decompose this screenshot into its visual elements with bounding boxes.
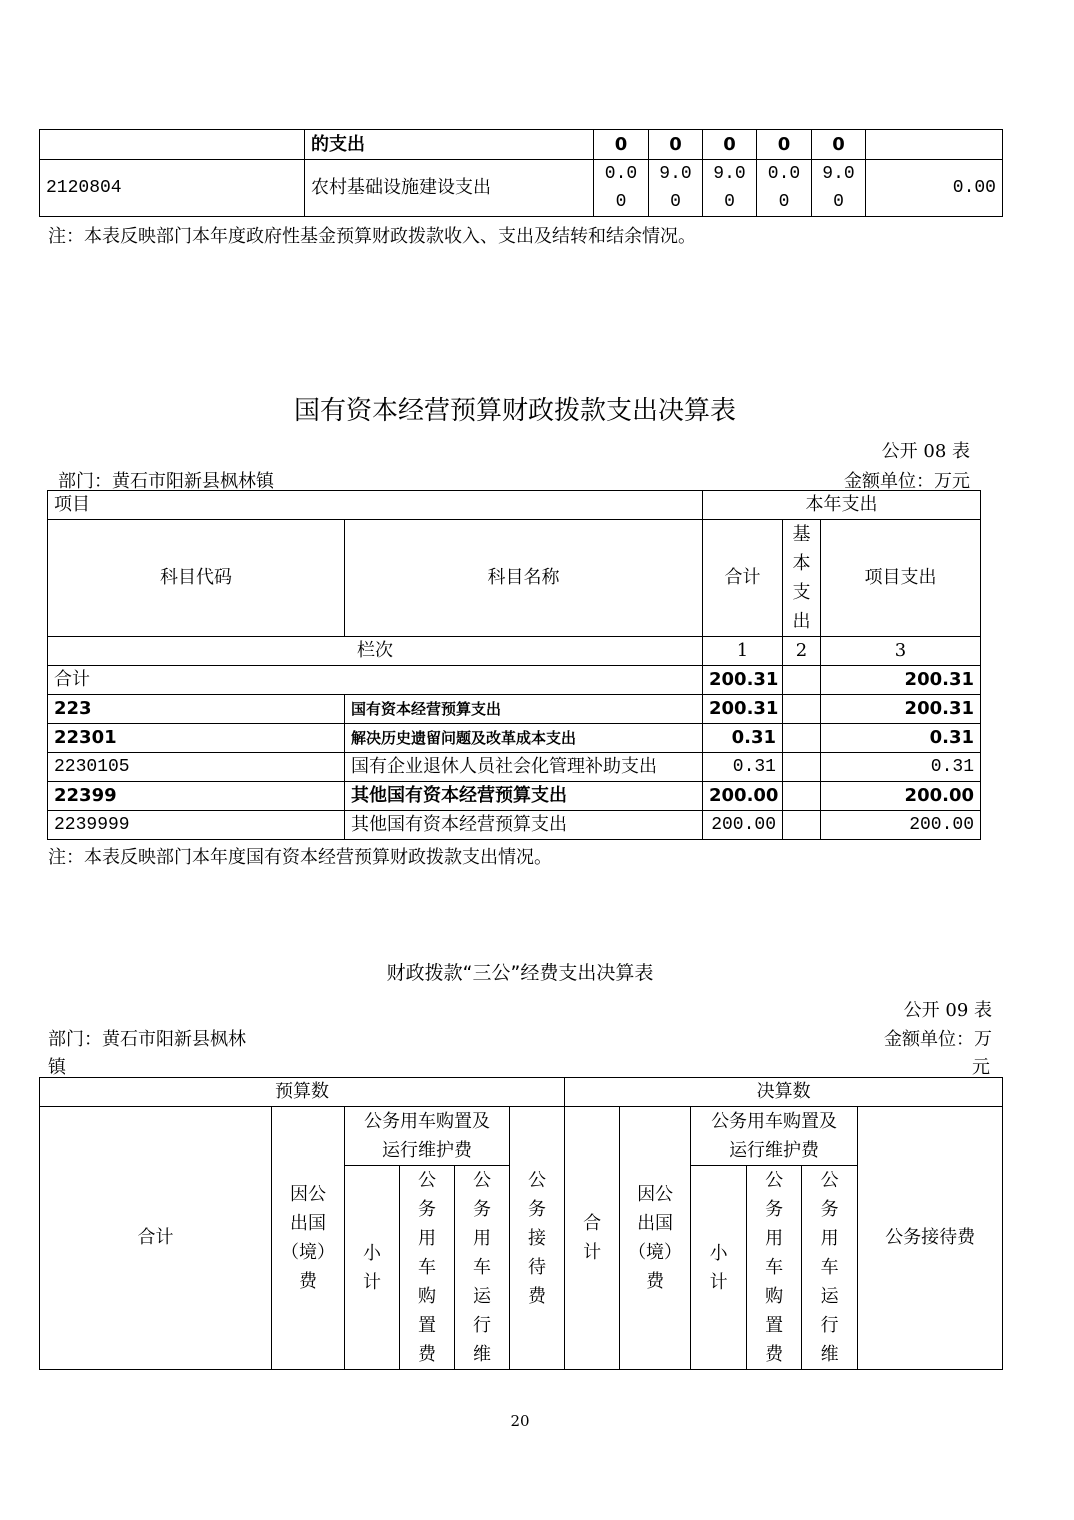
table08-row-total: 0.31	[703, 753, 783, 782]
top-row1-last	[866, 130, 1003, 160]
table08-row-code: 2239999	[48, 811, 345, 840]
table08-title: 国有资本经营预算财政拨款支出决算表	[293, 396, 736, 426]
table08-row-name: 国有资本经营预算支出	[345, 695, 703, 724]
table09-budget-total: 合计	[40, 1107, 272, 1370]
table09-budget-subtotal: 小 计	[345, 1166, 400, 1370]
table08-row-code: 22301	[48, 724, 345, 753]
top-table-note: 注：本表反映部门本年度政府性基金预算财政拨款收入、支出及结转和结余情况。	[48, 226, 696, 247]
table08-row-project: 200.31	[821, 695, 981, 724]
table08-row-total: 200.00	[703, 782, 783, 811]
table09-final-car-run: 公 务 用 车 运 行 维	[802, 1166, 858, 1370]
top-row2-val: 9.0 0	[812, 160, 866, 217]
table08-row-total: 200.31	[703, 666, 783, 695]
table08-row-name: 解决历史遗留问题及改革成本支出	[345, 724, 703, 753]
top-row1-val: 0	[812, 130, 866, 160]
table08-row-name: 其他国有资本经营预算支出	[345, 811, 703, 840]
table09-title: 财政拨款“三公”经费支出决算表	[386, 962, 654, 984]
table08-row-code: 合计	[48, 666, 703, 695]
table09-budget-car: 公务用车购置及 运行维护费	[345, 1107, 510, 1166]
top-row2-val: 0.0 0	[594, 160, 649, 217]
top-row2-val: 9.0 0	[649, 160, 703, 217]
table08-row-code: 2230105	[48, 753, 345, 782]
table09-final-reception: 公务接待费	[858, 1107, 1003, 1370]
table08-row-basic	[783, 666, 821, 695]
top-row1-val: 0	[649, 130, 703, 160]
table09-dept-cont: 镇	[48, 1057, 66, 1078]
table08-row-total: 200.00	[703, 811, 783, 840]
table09-unit-cont: 元	[972, 1057, 990, 1078]
table09-budget-car-run: 公 务 用 车 运 行 维	[455, 1166, 510, 1370]
table09-final-subtotal: 小 计	[691, 1166, 747, 1370]
table09-budget-reception: 公 务 接 待 费	[510, 1107, 565, 1370]
table08-hdr-year: 本年支出	[703, 491, 981, 520]
table08-row-project: 200.31	[821, 666, 981, 695]
table08-unit: 金额单位：万元	[844, 471, 970, 492]
table09-final-car-buy: 公 务 用 车 购 置 费	[747, 1166, 802, 1370]
table08-row-total: 0.31	[703, 724, 783, 753]
table08-row-name: 其他国有资本经营预算支出	[345, 782, 703, 811]
table09	[39, 1077, 1003, 1370]
table08-colnum: 1	[703, 637, 783, 666]
table08-row-basic	[783, 811, 821, 840]
table08-hdr-item: 项目	[48, 491, 703, 520]
top-row2-last: 0.00	[866, 160, 1003, 217]
top-table	[39, 129, 1003, 217]
table08-row-basic	[783, 782, 821, 811]
table08-hdr-project: 项目支出	[821, 520, 981, 637]
table08-colnum: 2	[783, 637, 821, 666]
table08-row-project: 0.31	[821, 753, 981, 782]
table09-unit: 金额单位：万	[884, 1029, 992, 1050]
top-row2-code: 2120804	[40, 160, 305, 217]
table08-number: 公开 08 表	[881, 441, 970, 462]
table09-number: 公开 09 表	[903, 1000, 992, 1021]
table08-row-basic	[783, 753, 821, 782]
top-row1-code	[40, 130, 305, 160]
table08	[47, 490, 981, 840]
table08-row-name: 国有企业退休人员社会化管理补助支出	[345, 753, 703, 782]
table08-hdr-name: 科目名称	[345, 520, 703, 637]
table08-row-code: 22399	[48, 782, 345, 811]
table08-row-project: 200.00	[821, 811, 981, 840]
table08-note: 注：本表反映部门本年度国有资本经营预算财政拨款支出情况。	[48, 847, 552, 868]
table09-final-total: 合 计	[565, 1107, 620, 1370]
top-row1-val: 0	[703, 130, 757, 160]
table08-lanci: 栏次	[48, 637, 703, 666]
table09-final-abroad: 因公 出国 （境） 费	[620, 1107, 691, 1370]
table08-colnum: 3	[821, 637, 981, 666]
table08-hdr-total: 合计	[703, 520, 783, 637]
table08-dept: 部门：黄石市阳新县枫林镇	[58, 471, 274, 492]
table08-hdr-basic: 基 本 支 出	[783, 520, 821, 637]
top-row1-val: 0	[594, 130, 649, 160]
table08-row-basic	[783, 695, 821, 724]
table08-hdr-code: 科目代码	[48, 520, 345, 637]
table09-final-car: 公务用车购置及 运行维护费	[691, 1107, 858, 1166]
table08-row-basic	[783, 724, 821, 753]
page-number: 20	[510, 1412, 530, 1430]
table08-row-total: 200.31	[703, 695, 783, 724]
top-row1-name: 的支出	[305, 130, 594, 160]
table08-row-code: 223	[48, 695, 345, 724]
table09-dept: 部门：黄石市阳新县枫林	[48, 1029, 246, 1050]
table08-row-project: 0.31	[821, 724, 981, 753]
table09-budget-car-buy: 公 务 用 车 购 置 费	[400, 1166, 455, 1370]
top-row2-val: 0.0 0	[757, 160, 812, 217]
top-row2-name: 农村基础设施建设支出	[305, 160, 594, 217]
table09-hdr-budget: 预算数	[40, 1078, 565, 1107]
table09-hdr-final: 决算数	[565, 1078, 1003, 1107]
table09-budget-abroad: 因公 出国 （境） 费	[272, 1107, 345, 1370]
top-row1-val: 0	[757, 130, 812, 160]
table08-row-project: 200.00	[821, 782, 981, 811]
top-row2-val: 9.0 0	[703, 160, 757, 217]
